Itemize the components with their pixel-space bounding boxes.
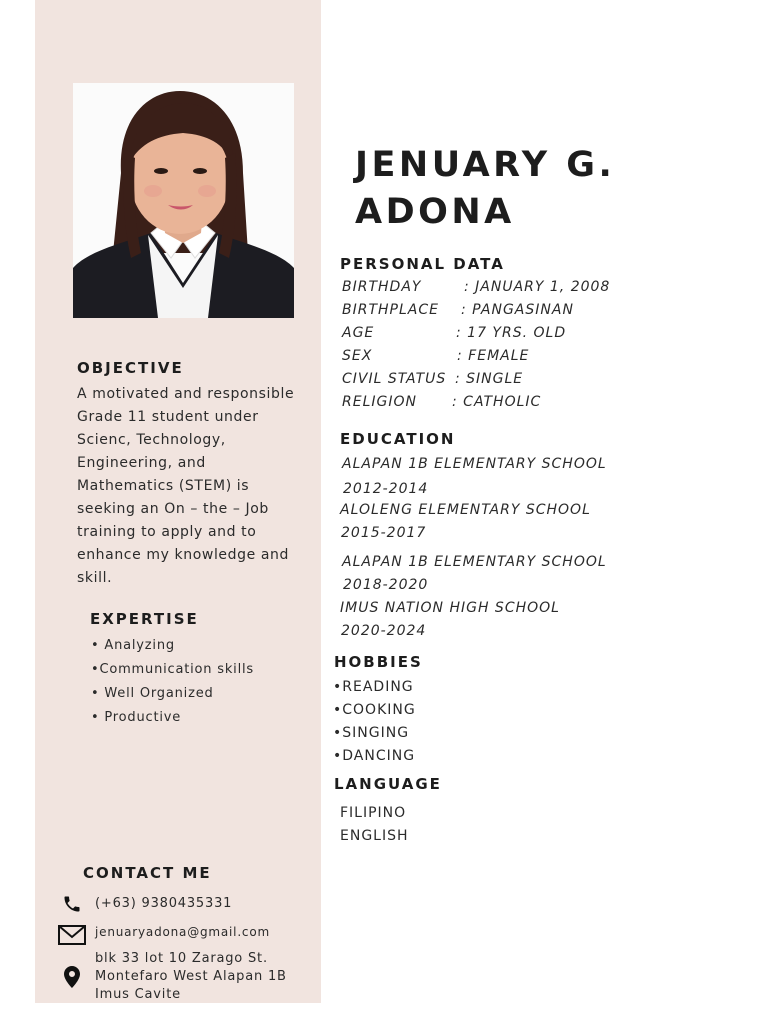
list-item: •READING xyxy=(333,679,414,695)
objective-line: Engineering, and xyxy=(77,455,206,471)
address-line: blk 33 lot 10 Zarago St. xyxy=(95,951,268,966)
education-school: ALOLENG ELEMENTARY SCHOOL xyxy=(340,502,591,518)
list-item: •SINGING xyxy=(333,725,410,741)
education-heading: EDUCATION xyxy=(340,430,456,448)
objective-line: Scienc, Technology, xyxy=(77,432,226,448)
objective-line: Mathematics (STEM) is xyxy=(77,478,250,494)
profile-photo xyxy=(73,83,294,318)
address-line: Imus Cavite xyxy=(95,987,181,1002)
objective-line: Grade 11 student under xyxy=(77,409,259,425)
objective-heading: OBJECTIVE xyxy=(77,359,184,377)
education-years: 2012-2014 xyxy=(343,481,429,497)
list-item: •COOKING xyxy=(333,702,416,718)
objective-text xyxy=(77,383,294,590)
email-address: jenuaryadona@gmail.com xyxy=(95,925,270,939)
personal-data-row: BIRTHPLACE : PANGASINAN xyxy=(342,302,574,318)
objective-line: A motivated and responsible xyxy=(77,386,295,402)
contact-address-row xyxy=(57,950,287,1004)
education-years: 2020-2024 xyxy=(341,623,427,639)
list-item: • Productive xyxy=(91,710,182,725)
address-line: Montefaro West Alapan 1B xyxy=(95,969,287,984)
envelope-icon xyxy=(57,925,87,945)
education-years: 2018-2020 xyxy=(343,577,429,593)
hobbies-heading: HOBBIES xyxy=(334,653,423,671)
personal-data-row: CIVIL STATUS : SINGLE xyxy=(342,371,524,387)
contact-heading: CONTACT ME xyxy=(83,864,212,882)
name-line-1: JENUARY G. xyxy=(355,145,616,185)
objective-line: seeking an On – the – Job xyxy=(77,501,269,517)
expertise-list xyxy=(91,634,254,730)
full-name xyxy=(355,142,615,236)
list-item: • Analyzing xyxy=(91,638,175,653)
contact-email-row xyxy=(57,925,270,945)
education-school: ALAPAN 1B ELEMENTARY SCHOOL xyxy=(342,554,607,570)
address xyxy=(95,950,287,1004)
language-heading: LANGUAGE xyxy=(334,775,442,793)
phone-number: (+63) 9380435331 xyxy=(95,896,233,911)
list-item: •DANCING xyxy=(333,748,416,764)
list-item: ENGLISH xyxy=(340,828,409,844)
personal-data-row: BIRTHDAY : JANUARY 1, 2008 xyxy=(342,279,611,295)
personal-data-heading: PERSONAL DATA xyxy=(340,255,505,273)
personal-data-row: AGE : 17 YRS. OLD xyxy=(342,325,567,341)
objective-line: skill. xyxy=(77,570,113,586)
education-school: ALAPAN 1B ELEMENTARY SCHOOL xyxy=(342,456,607,472)
personal-data-row: SEX : FEMALE xyxy=(342,348,530,364)
expertise-heading: EXPERTISE xyxy=(90,610,199,628)
personal-data-row: RELIGION : CATHOLIC xyxy=(342,394,542,410)
objective-line: training to apply and to xyxy=(77,524,257,540)
education-school: IMUS NATION HIGH SCHOOL xyxy=(340,600,560,616)
list-item: FILIPINO xyxy=(340,805,407,821)
name-line-2: ADONA xyxy=(355,192,515,232)
phone-icon xyxy=(57,894,87,914)
contact-phone-row xyxy=(57,894,232,914)
list-item: •Communication skills xyxy=(91,662,254,677)
education-years: 2015-2017 xyxy=(341,525,427,541)
list-item: • Well Organized xyxy=(91,686,214,701)
objective-line: enhance my knowledge and xyxy=(77,547,290,563)
location-pin-icon xyxy=(57,966,87,988)
